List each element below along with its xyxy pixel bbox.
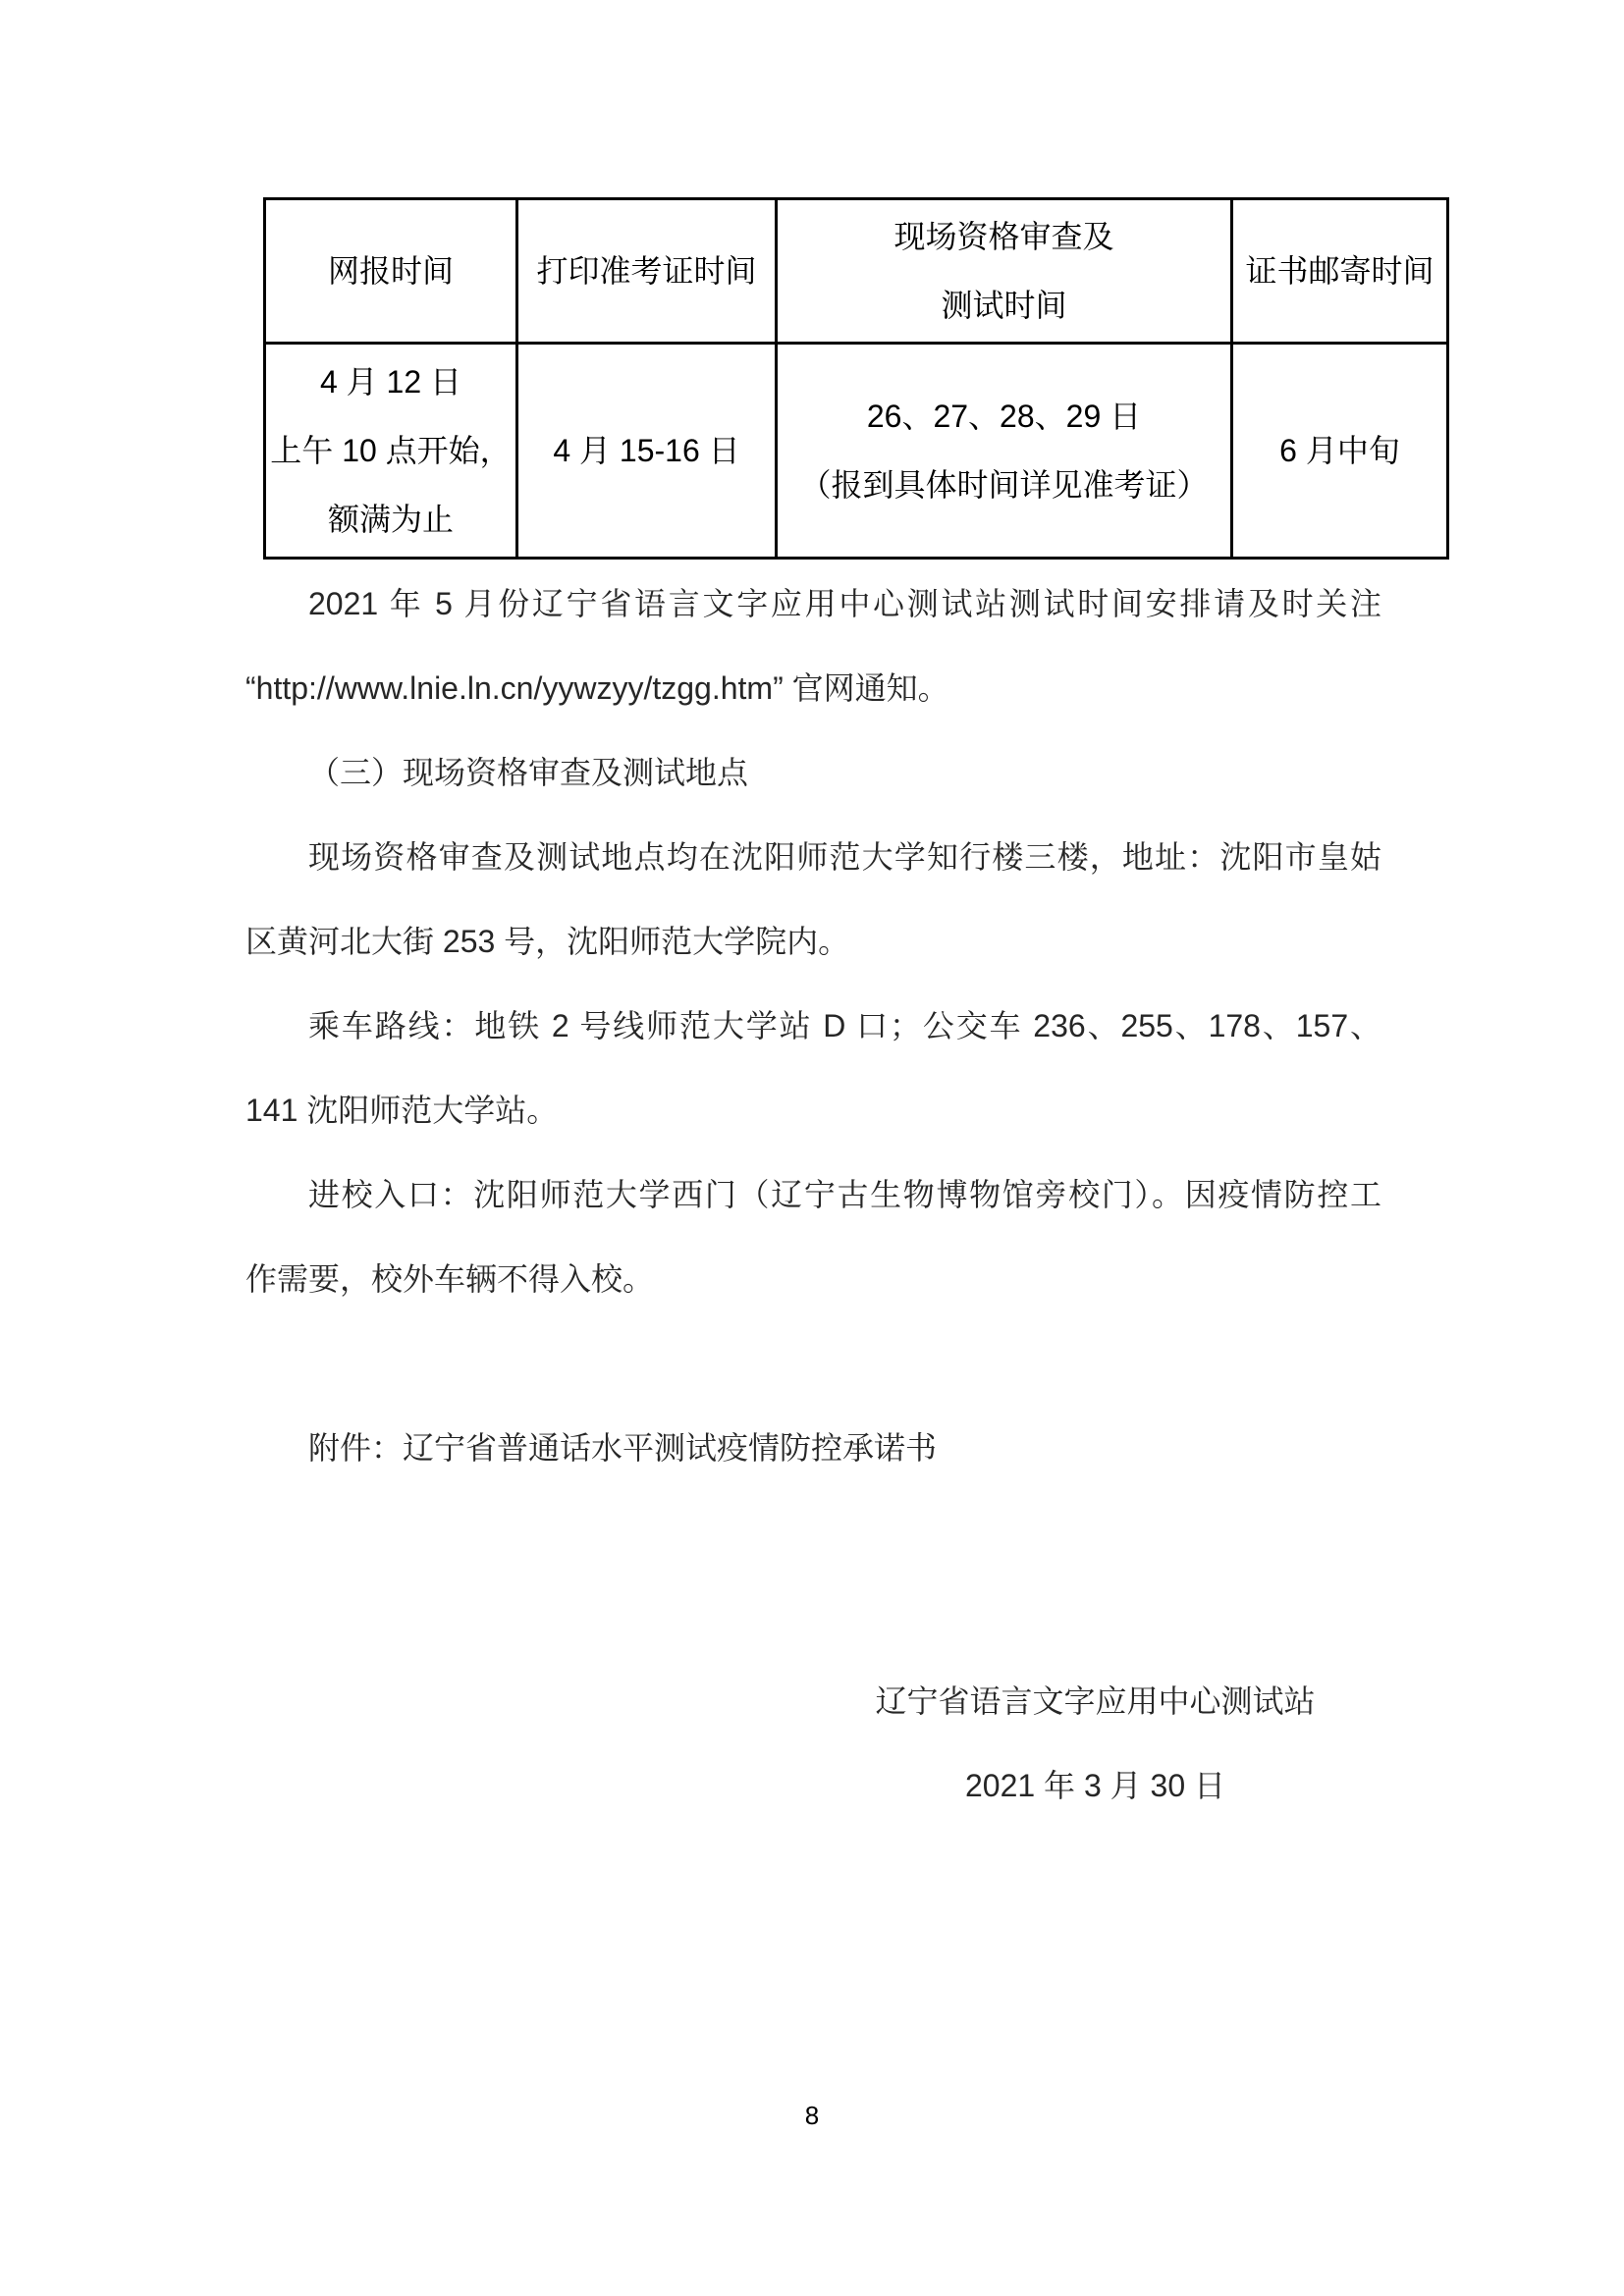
page-number: 8 — [804, 2101, 820, 2130]
cell-print-admission-ticket-time — [517, 344, 777, 559]
header-cell-print-admission-ticket-time — [517, 199, 777, 344]
cell-text: 6 月中旬 — [1279, 433, 1400, 468]
header-text: 证书邮寄时间 — [1245, 253, 1435, 289]
cell-text-line3: 额满为止 — [327, 502, 454, 537]
body-text-block — [245, 561, 1381, 1828]
header-cell-onsite-review-and-test-time — [777, 199, 1232, 344]
body-line-transit-route-part2: 141 沈阳师范大学站。 — [245, 1093, 559, 1128]
cell-certificate-mailing-time — [1232, 344, 1448, 559]
cell-text-line2: （报到具体时间详见准考证） — [799, 467, 1209, 503]
header-text-line1: 现场资格审查及 — [893, 219, 1114, 254]
section-heading-onsite-review-location: （三）现场资格审查及测试地点 — [308, 755, 749, 790]
body-line-may-schedule-notice: 2021 年 5 月份辽宁省语言文字应用中心测试站测试时间安排请及时关注 — [308, 586, 1381, 621]
header-text-line2: 测试时间 — [941, 288, 1067, 323]
table-header-row — [265, 199, 1448, 344]
cell-text-line1: 4 月 12 日 — [319, 364, 462, 400]
body-line-location-part1: 现场资格审查及测试地点均在沈阳师范大学知行楼三楼，地址：沈阳市皇姑 — [308, 839, 1381, 875]
header-cell-certificate-mailing-time — [1232, 199, 1448, 344]
body-line-location-part2: 区黄河北大街 253 号，沈阳师范大学院内。 — [245, 924, 850, 959]
header-text: 网报时间 — [327, 253, 454, 289]
blank-line — [245, 1575, 1381, 1659]
signature-date: 2021 年 3 月 30 日 — [964, 1768, 1226, 1803]
body-line-website-url: “http://www.lnie.ln.cn/yywzyy/tzgg.htm” 官网通知。 — [245, 670, 949, 706]
header-text: 打印准考证时间 — [536, 253, 757, 289]
schedule-table — [263, 197, 1449, 560]
header-cell-online-registration-time — [265, 199, 517, 344]
signature-org: 辽宁省语言文字应用中心测试站 — [875, 1683, 1316, 1719]
cell-online-registration-time — [265, 344, 517, 559]
blank-line — [245, 1321, 1381, 1406]
cell-text: 4 月 15-16 日 — [553, 433, 740, 468]
cell-onsite-review-and-test-time — [777, 344, 1232, 559]
body-line-transit-route-part1: 乘车路线：地铁 2 号线师范大学站 D 口；公交车 236、255、178、157、 — [308, 1008, 1381, 1043]
cell-text-line2: 上午 10 点开始， — [270, 433, 512, 468]
attachment-line: 附件：辽宁省普通话水平测试疫情防控承诺书 — [308, 1430, 938, 1466]
body-line-campus-entrance-part1: 进校入口：沈阳师范大学西门（辽宁古生物博物馆旁校门）。因疫情防控工 — [308, 1177, 1381, 1212]
blank-line — [245, 1490, 1381, 1575]
signature-block — [809, 1659, 1381, 1828]
cell-text-line1: 26、27、28、29 日 — [866, 399, 1142, 434]
body-line-campus-entrance-part2: 作需要，校外车辆不得入校。 — [245, 1261, 655, 1297]
table-data-row — [265, 344, 1448, 559]
